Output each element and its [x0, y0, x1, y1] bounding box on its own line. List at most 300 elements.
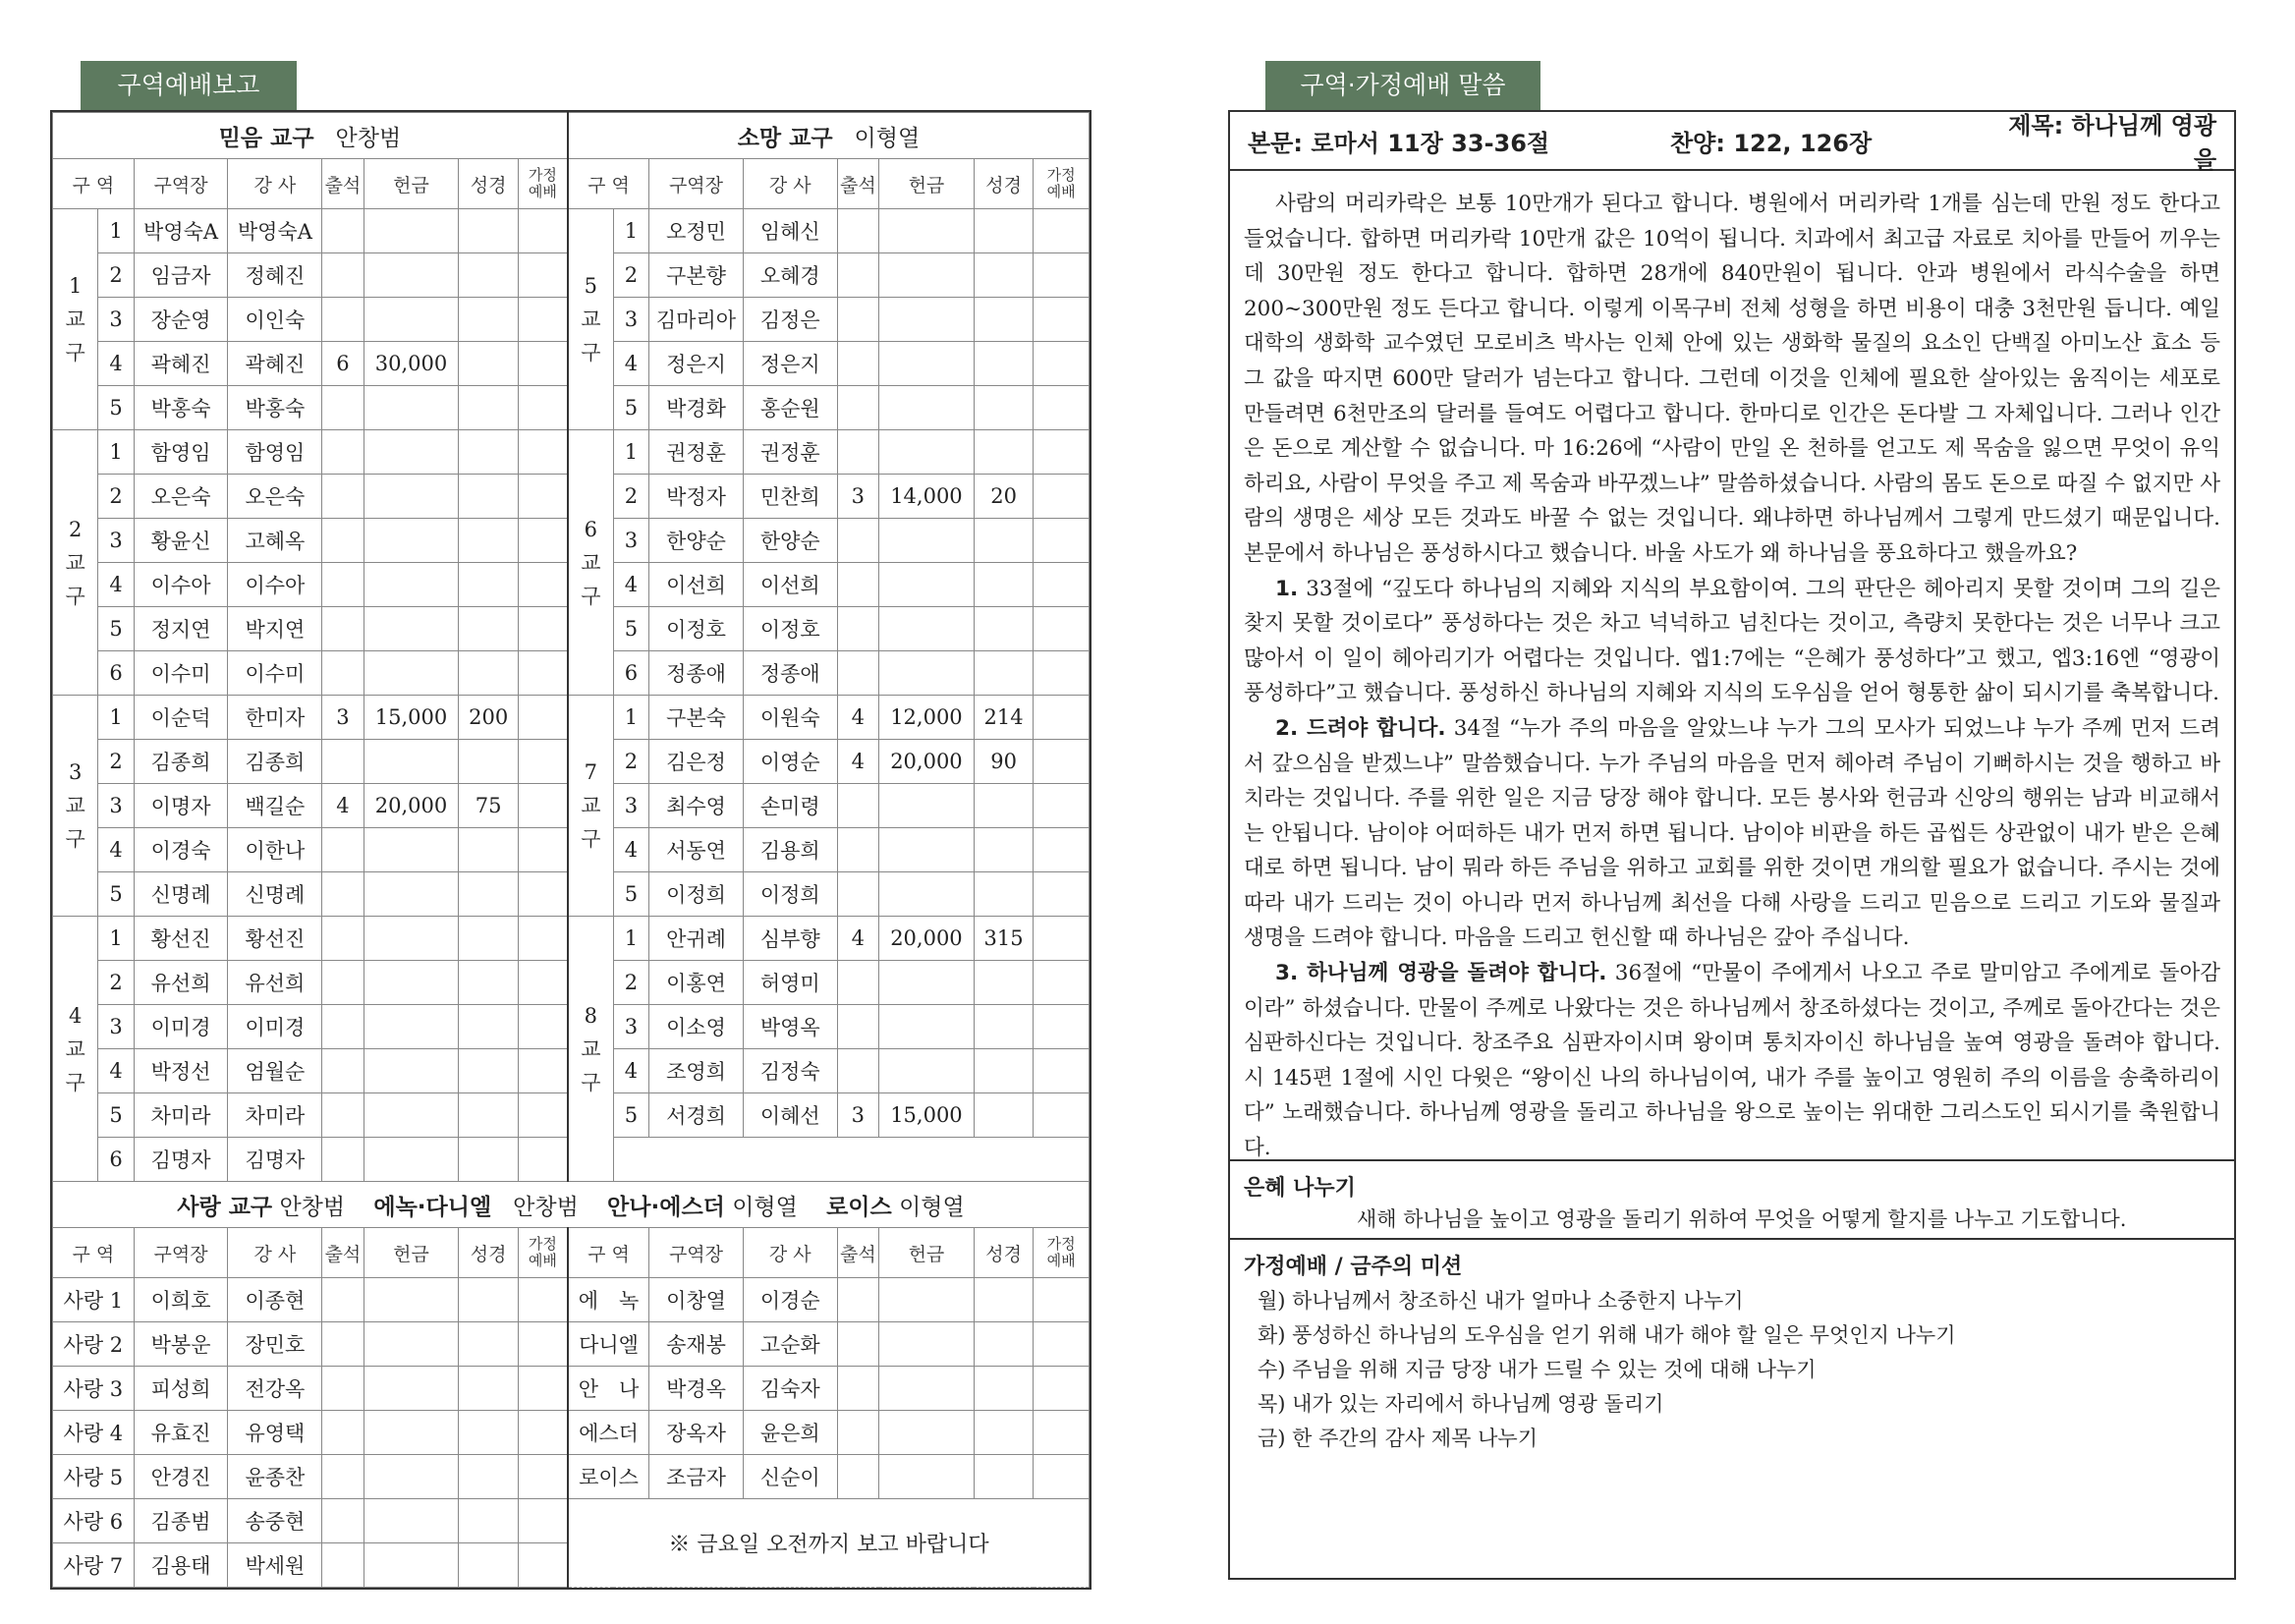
home-worship: [518, 430, 568, 475]
district-name: 에 녹: [568, 1278, 649, 1322]
offering: [364, 651, 459, 696]
row-number: 5: [98, 1093, 134, 1138]
bible-reading: [459, 828, 519, 872]
offering: [364, 1367, 459, 1411]
offering: [879, 1322, 975, 1367]
attendance: 6: [322, 342, 364, 386]
home-worship: [1034, 475, 1090, 519]
teacher-name: 함영임: [228, 430, 322, 475]
home-worship: [1034, 209, 1090, 253]
offering: [364, 475, 459, 519]
scripture-reference: 본문: 로마서 11장 33-36절: [1248, 129, 1550, 157]
attendance: [837, 607, 878, 651]
table-row: [53, 1322, 1090, 1367]
offering: [879, 1049, 975, 1093]
leader-name: 오은숙: [134, 475, 228, 519]
home-worship: [518, 386, 568, 430]
sermon-body: [1230, 171, 2234, 1161]
row-number: 1: [613, 209, 648, 253]
grace-content: 새해 하나님을 높이고 영광을 돌리기 위하여 무엇을 어떻게 할지를 나누고 기도합니다.: [1357, 1207, 2127, 1231]
row-number: 3: [613, 1005, 648, 1049]
district-label-char: 구: [65, 341, 85, 364]
leader-name: 최수영: [649, 784, 744, 828]
offering: [364, 1278, 459, 1322]
point-heading: 1.: [1275, 576, 1299, 601]
offering: [879, 563, 975, 607]
offering: [364, 917, 459, 961]
attendance: [322, 475, 364, 519]
teacher-name: 황선진: [228, 917, 322, 961]
point-heading: 3. 하나님께 영광을 돌려야 합니다.: [1275, 961, 1607, 986]
col-offering: 헌금: [364, 1228, 459, 1278]
attendance: [322, 1005, 364, 1049]
home-worship: [1034, 651, 1090, 696]
home-worship: [1034, 342, 1090, 386]
district-label-char: 교: [581, 550, 601, 575]
point-text: 36절에 “만물이 주에게서 나오고 주로 말미암고 주에게로 돌아감이라” 하셨습니다. 만물이 주께로 나왔다는 것은 하나님께서 창조하셨다는 것이고, 주께로 돌아간다는 것은 심판하신다는 것입니다. 창조주요 심판자이시며 왕이며 통치자이신 하나님을 높여 영광을 돌려야 합니다. 시 145편 1절에 시인 다윗은 “왕이신 나의 하나님이여, 내가 주를 높이고 영원히 주의 이름을 송축하리이다” 노래했습니다. 하나님께 영광을 돌리고 하나님을 왕으로 높이는 위대한 그리스도인 되시기를 축원합니다.: [1244, 961, 2221, 1161]
attendance: [322, 563, 364, 607]
col-offering: 헌금: [879, 159, 975, 209]
offering: [364, 1411, 459, 1455]
offering: [364, 1049, 459, 1093]
leader-name: 조영희: [649, 1049, 744, 1093]
row-number: 4: [613, 563, 648, 607]
attendance: [322, 1093, 364, 1138]
offering: [364, 740, 459, 784]
attendance: [322, 519, 364, 563]
bible-reading: [459, 1455, 519, 1499]
col-home-2: 예배: [1046, 183, 1076, 200]
offering: [364, 298, 459, 342]
report-deadline-notice: ※ 금요일 오전까지 보고 바랍니다: [568, 1499, 1090, 1588]
group-name: 소망 교구: [737, 125, 833, 151]
home-worship: [518, 828, 568, 872]
leader-name: 이순덕: [134, 696, 228, 740]
leader-name: 구본향: [649, 253, 744, 298]
district-label: [53, 209, 98, 430]
teacher-name: 이종현: [228, 1278, 322, 1322]
district-label-char: 7: [584, 760, 598, 784]
mission-item: 목) 내가 있는 자리에서 하나님께 영광 돌리기: [1258, 1392, 1664, 1416]
district-name: 사랑 5: [53, 1455, 135, 1499]
attendance: [837, 651, 878, 696]
teacher-name: 이선희: [743, 563, 837, 607]
home-worship: [1034, 253, 1090, 298]
teacher-name: 윤은희: [743, 1411, 837, 1455]
attendance: [322, 1455, 364, 1499]
bible-reading: [459, 961, 519, 1005]
leader-name: 김종범: [134, 1499, 228, 1543]
table-row: [53, 1278, 1090, 1322]
offering: [879, 607, 975, 651]
offering: [364, 872, 459, 917]
district-label-char: 구: [581, 1070, 601, 1094]
table-row: [53, 1411, 1090, 1455]
attendance: [322, 607, 364, 651]
bible-reading: [459, 430, 519, 475]
col-bible: 성경: [459, 159, 519, 209]
sermon-paragraph: [1244, 711, 2220, 956]
leader-name: 임금자: [134, 253, 228, 298]
teacher-name: 이미경: [228, 1005, 322, 1049]
col-attend: 출석: [837, 1228, 878, 1278]
attendance: [322, 209, 364, 253]
bible-reading: 315: [974, 917, 1034, 961]
offering: [364, 519, 459, 563]
teacher-name: 정혜진: [228, 253, 322, 298]
col-home-2: 예배: [528, 183, 557, 200]
offering: [364, 828, 459, 872]
bible-reading: [459, 475, 519, 519]
offering: 20,000: [364, 784, 459, 828]
leader-name: 황윤신: [134, 519, 228, 563]
bible-reading: [459, 386, 519, 430]
row-number: 1: [613, 917, 648, 961]
mission-title: 가정예배 / 금주의 미션: [1244, 1255, 1463, 1279]
col-attend: 출석: [322, 1228, 364, 1278]
bible-reading: 75: [459, 784, 519, 828]
offering: 14,000: [879, 475, 975, 519]
attendance: [837, 1411, 878, 1455]
district-label-char: 3: [69, 760, 83, 784]
sermon-paragraph: [1244, 572, 2220, 711]
offering: 20,000: [879, 740, 975, 784]
home-worship: [1034, 563, 1090, 607]
group-name: 로이스: [826, 1194, 892, 1220]
row-number: 2: [613, 253, 648, 298]
attendance: [322, 740, 364, 784]
bible-reading: [459, 209, 519, 253]
row-number: 2: [98, 475, 134, 519]
col-home-worship: [518, 1228, 568, 1278]
offering: 30,000: [364, 342, 459, 386]
district-label-char: 8: [584, 1003, 598, 1028]
leader-name: 박봉운: [134, 1322, 228, 1367]
group-header: [53, 1182, 1090, 1228]
col-offering: 헌금: [879, 1228, 975, 1278]
home-worship: [1034, 1005, 1090, 1049]
table-row: [53, 209, 1090, 253]
bible-reading: [974, 1322, 1034, 1367]
leader-name: 오정민: [649, 209, 744, 253]
bible-reading: [459, 298, 519, 342]
row-number: 2: [613, 475, 648, 519]
bible-reading: [974, 253, 1034, 298]
teacher-name: 김용희: [743, 828, 837, 872]
teacher-name: 박홍숙: [228, 386, 322, 430]
teacher-name: 오혜경: [743, 253, 837, 298]
bible-reading: [459, 563, 519, 607]
home-worship: [518, 342, 568, 386]
offering: [879, 386, 975, 430]
district-report-table: [50, 110, 1092, 1590]
table-row: [53, 917, 1090, 961]
sermon-panel: [1228, 110, 2236, 1580]
attendance: [837, 784, 878, 828]
district-label: [53, 917, 98, 1182]
attendance: [837, 1367, 878, 1411]
group-pastor: 이형열: [732, 1194, 798, 1220]
attendance: [837, 298, 878, 342]
section-title-sermon: 구역·가정예배 말씀: [1265, 61, 1540, 110]
row-number: 4: [98, 563, 134, 607]
row-number: 1: [98, 209, 134, 253]
row-number: 5: [613, 386, 648, 430]
col-district: 구 역: [53, 1228, 135, 1278]
offering: [364, 1093, 459, 1138]
grace-sharing: [1230, 1161, 2234, 1240]
leader-name: 한양순: [649, 519, 744, 563]
col-teacher: 강 사: [228, 159, 322, 209]
mission-item: 화) 풍성하신 하나님의 도우심을 얻기 위해 내가 해야 할 일은 무엇인지 나누기: [1258, 1323, 1956, 1347]
bible-reading: [974, 961, 1034, 1005]
group-pastor: 이형열: [899, 1194, 965, 1220]
teacher-name: 김명자: [228, 1138, 322, 1182]
col-home-worship: [518, 159, 568, 209]
row-number: 2: [98, 253, 134, 298]
section-title-report: 구역예배보고: [81, 61, 297, 110]
leader-name: 이경숙: [134, 828, 228, 872]
home-worship: [1034, 740, 1090, 784]
home-worship: [1034, 1093, 1090, 1138]
teacher-name: 고혜옥: [228, 519, 322, 563]
bible-reading: [459, 1005, 519, 1049]
bible-reading: [974, 342, 1034, 386]
district-name: 사랑 4: [53, 1411, 135, 1455]
offering: [879, 1367, 975, 1411]
col-district: 구 역: [53, 159, 135, 209]
attendance: [322, 1049, 364, 1093]
attendance: [837, 563, 878, 607]
district-name: 사랑 3: [53, 1367, 135, 1411]
attendance: [322, 1322, 364, 1367]
mission-item: 수) 주님을 위해 지금 당장 내가 드릴 수 있는 것에 대해 나누기: [1258, 1358, 1817, 1381]
bible-reading: [459, 607, 519, 651]
bible-reading: [974, 784, 1034, 828]
district-label-char: 구: [65, 584, 85, 608]
offering: [879, 1278, 975, 1322]
offering: 20,000: [879, 917, 975, 961]
home-worship: [518, 298, 568, 342]
offering: 15,000: [879, 1093, 975, 1138]
leader-name: 송재봉: [649, 1322, 744, 1367]
leader-name: 곽혜진: [134, 342, 228, 386]
teacher-name: 엄월순: [228, 1049, 322, 1093]
col-teacher: 강 사: [743, 159, 837, 209]
district-label-char: 구: [581, 827, 601, 851]
group-pastor: 안창범: [513, 1194, 579, 1220]
bible-reading: [974, 1005, 1034, 1049]
attendance: [322, 828, 364, 872]
col-bible: 성경: [459, 1228, 519, 1278]
mission-item: 월) 하나님께서 창조하신 내가 얼마나 소중한지 나누기: [1258, 1289, 1744, 1313]
row-number: 2: [613, 740, 648, 784]
offering: [364, 563, 459, 607]
home-worship: [1034, 298, 1090, 342]
district-label-char: 5: [584, 274, 598, 298]
leader-name: 이수아: [134, 563, 228, 607]
leader-name: 신명례: [134, 872, 228, 917]
row-number: 5: [98, 872, 134, 917]
col-offering: 헌금: [364, 159, 459, 209]
bible-reading: [974, 430, 1034, 475]
bible-reading: [974, 1367, 1034, 1411]
leader-name: 이수미: [134, 651, 228, 696]
offering: [879, 1411, 975, 1455]
row-number: 5: [613, 607, 648, 651]
group-header-row: [53, 1182, 1090, 1228]
offering: [364, 1005, 459, 1049]
table-row: [53, 430, 1090, 475]
district-name: 로이스: [568, 1455, 649, 1499]
teacher-name: 차미라: [228, 1093, 322, 1138]
district-label: [568, 696, 613, 917]
hymn-numbers: 찬양: 122, 126장: [1670, 129, 1873, 157]
offering: [364, 1455, 459, 1499]
teacher-name: 김정숙: [743, 1049, 837, 1093]
home-worship: [1034, 386, 1090, 430]
teacher-name: 심부향: [743, 917, 837, 961]
teacher-name: 곽혜진: [228, 342, 322, 386]
attendance: [837, 1049, 878, 1093]
home-worship: [518, 1499, 568, 1543]
attendance: 4: [837, 917, 878, 961]
group-name: 믿음 교구: [218, 125, 314, 151]
leader-name: 김종희: [134, 740, 228, 784]
leader-name: 김은정: [649, 740, 744, 784]
leader-name: 구본숙: [649, 696, 744, 740]
home-worship: [518, 253, 568, 298]
bible-reading: [974, 872, 1034, 917]
bible-reading: [459, 519, 519, 563]
bible-reading: [459, 1411, 519, 1455]
bible-reading: [459, 1499, 519, 1543]
offering: [879, 298, 975, 342]
teacher-name: 손미령: [743, 784, 837, 828]
col-home-worship: [1034, 159, 1090, 209]
bible-reading: [974, 1093, 1034, 1138]
col-district: 구 역: [568, 159, 649, 209]
home-worship: [518, 475, 568, 519]
offering: [879, 872, 975, 917]
offering: [364, 1322, 459, 1367]
offering: [879, 253, 975, 298]
leader-name: 이정희: [649, 872, 744, 917]
column-header-row: [53, 1228, 1090, 1278]
attendance: 4: [322, 784, 364, 828]
leader-name: 박경화: [649, 386, 744, 430]
attendance: [837, 253, 878, 298]
home-worship: [518, 1455, 568, 1499]
attendance: [322, 253, 364, 298]
row-number: 3: [613, 519, 648, 563]
row-number: 5: [613, 872, 648, 917]
home-worship: [518, 1138, 568, 1182]
row-number: 1: [98, 430, 134, 475]
home-worship: [518, 651, 568, 696]
home-worship: [518, 917, 568, 961]
bible-reading: [974, 1049, 1034, 1093]
district-label-char: 구: [65, 1070, 85, 1094]
teacher-name: 장민호: [228, 1322, 322, 1367]
home-worship: [518, 1005, 568, 1049]
home-worship: [1034, 607, 1090, 651]
sermon-paragraph: 사람의 머리카락은 보통 10만개가 된다고 합니다. 병원에서 머리카락 1개를 심는데 만원 정도 한다고 들었습니다. 합하면 머리카락 10만개 값은 10억이 됩니다. 치과에서 최고급 자료로 치아를 만들어 끼우는데 30만원 정도 한다고 합니다. 합하면 28개에 840만원이 됩니다. 안과 병원에서 라식수술을 하면 200~300만원 정도 든다고 합니다. 이렇게 이목구비 전체 성형을 하면 비용이 대충 3천만원 듭니다. 예일대학의 생화학 교수였던 모로비츠 박사는 인체 안에 있는 생화학 물질의 요소인 단백질 아미노산 효소 등 그 값을 따지면 600만 달러가 넘는다고 합니다. 그런데 이것을 인체에 필요한 살아있는 움직이는 세포로 만들려면 6천만조의 달러를 들여도 어렵다고 합니다. 한마디로 인간은 돈다발 그 자체입니다. 그러나 인간은 돈으로 계산할 수 없습니다. 마 16:26에 “사람이 만일 온 천하를 얻고도 제 목숨을 잃으면 무엇이 유익하리요, 사람이 무엇을 주고 제 목숨과 바꾸겠느냐” 말씀하셨습니다. 사람의 몸도 돈으로 따질 수 없지만 사람의 생명은 세상 모든 것과도 바꿀 수 없는 것입니다. 왜냐하면 하나님께서 그렇게 만드셨기 때문입니다. 본문에서 하나님은 풍성하시다고 했습니다. 바울 사도가 왜 하나님을 풍요하다고 했을까요?: [1244, 192, 2220, 566]
leader-name: 안경진: [134, 1455, 228, 1499]
teacher-name: 이정호: [743, 607, 837, 651]
home-worship: [518, 1367, 568, 1411]
bible-reading: [974, 563, 1034, 607]
leader-name: 박홍숙: [134, 386, 228, 430]
offering: [879, 430, 975, 475]
district-label: [53, 430, 98, 696]
bible-reading: [974, 519, 1034, 563]
leader-name: 이명자: [134, 784, 228, 828]
col-attend: 출석: [322, 159, 364, 209]
leader-name: 정종애: [649, 651, 744, 696]
bible-reading: [974, 209, 1034, 253]
bible-reading: [974, 607, 1034, 651]
bible-reading: [974, 828, 1034, 872]
home-worship: [518, 696, 568, 740]
point-heading: 2. 드려야 합니다.: [1275, 715, 1446, 741]
attendance: [837, 872, 878, 917]
col-leader: 구역장: [649, 1228, 744, 1278]
teacher-name: 이수아: [228, 563, 322, 607]
offering: [364, 961, 459, 1005]
home-worship: [1034, 1367, 1090, 1411]
leader-name: 유효진: [134, 1411, 228, 1455]
attendance: [322, 961, 364, 1005]
home-worship: [1034, 1278, 1090, 1322]
teacher-name: 한미자: [228, 696, 322, 740]
row-number: 4: [613, 342, 648, 386]
district-label-char: 2: [69, 517, 83, 541]
offering: 15,000: [364, 696, 459, 740]
teacher-name: 유선희: [228, 961, 322, 1005]
attendance: 3: [837, 475, 878, 519]
offering: [879, 961, 975, 1005]
bible-reading: [459, 651, 519, 696]
offering: [879, 209, 975, 253]
group-pastor: 안창범: [279, 1194, 346, 1220]
district-label: [53, 696, 98, 917]
home-worship: [1034, 917, 1090, 961]
attendance: [837, 209, 878, 253]
leader-name: 권정훈: [649, 430, 744, 475]
home-worship: [1034, 430, 1090, 475]
leader-name: 서경희: [649, 1093, 744, 1138]
col-teacher: 강 사: [228, 1228, 322, 1278]
column-header-row: [53, 159, 1090, 209]
col-leader: 구역장: [649, 159, 744, 209]
district-label-char: 1: [69, 274, 83, 298]
home-worship: [518, 961, 568, 1005]
col-home-1: 가정: [1046, 166, 1076, 184]
attendance: [322, 872, 364, 917]
leader-name: 이정호: [649, 607, 744, 651]
home-worship: [1034, 1455, 1090, 1499]
district-name: 사랑 1: [53, 1278, 135, 1322]
attendance: [837, 1455, 878, 1499]
leader-name: 이선희: [649, 563, 744, 607]
leader-name: 유선희: [134, 961, 228, 1005]
district-name: 사랑 6: [53, 1499, 135, 1543]
teacher-name: 이혜선: [743, 1093, 837, 1138]
home-worship: [1034, 696, 1090, 740]
teacher-name: 신명례: [228, 872, 322, 917]
teacher-name: 백길순: [228, 784, 322, 828]
